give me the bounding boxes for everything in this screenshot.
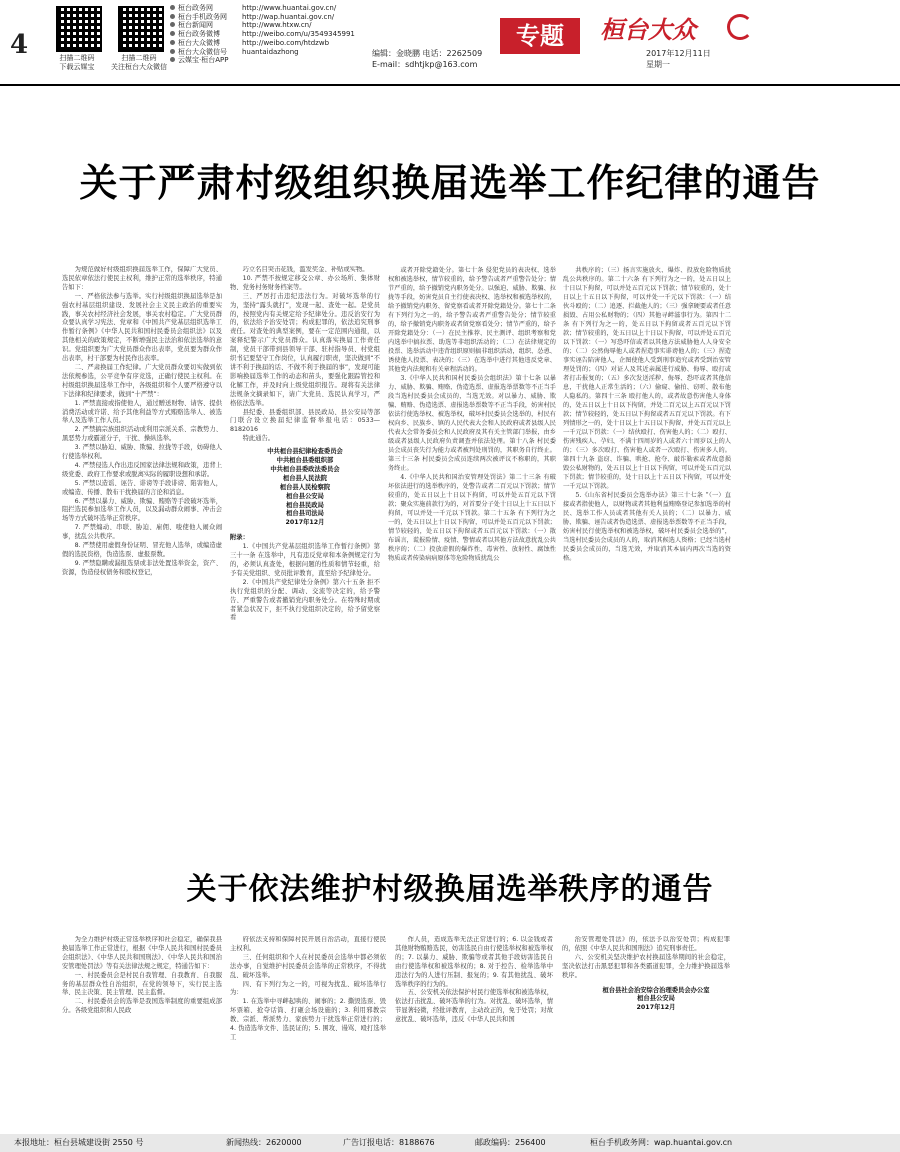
bullet-icon	[170, 5, 175, 10]
site-name: 桓台大众微信号	[178, 47, 227, 56]
footer-ad-hotline: 广告订报电话：8188676	[343, 1138, 435, 1147]
paragraph: 3.《中华人民共和国村民委员会组织法》第十七条 以暴力、威胁、欺骗、贿赂、伪造选票、虚报选举票数等不正当手段当选村民委员会成员的，当选无效。对以暴力、威胁、欺骗、贿赂、伪造选票、虚报选举票数等不正当手段，妨害村民依法行使选举权、被选举权，破坏村民委员会选举的，村民有权向乡、民族乡、镇的人民代表大会和人民政府或者县级人民代表大会常务委员会和人民政府及其有关主管部门举报，由乡级或者县级人民政府负责调查并依法处理。第十八条 村民委员会成员丧失行为能力或者被判处刑罚的，其职务自行终止。第三十三条 村民委员会成员连续两次被评议不称职的，其职务终止。	[388, 375, 556, 472]
paragraph: 1. 在选举中寻衅起哄的、闹事的；2. 撕毁选票、毁坏票箱、抢夺话筒、打砸会场设施的；3. 利用邪教宗教、宗派、帮派势力、家族势力干扰选举正常进行的；4. 伪造选举文件、选民证的；5. 围攻、谩骂、殴打选举工	[230, 998, 386, 1041]
paragraph: 6. 严禁以暴力、威胁、欺骗、贿赂等手段破坏选举，阻拦选民参加选举工作人员，以及漏动群众闹事、冲击会场等方式破坏选举正常秩序。	[62, 497, 222, 523]
site-name: 云媒宝·桓台APP	[178, 56, 229, 65]
site-name: 桓台新闻网	[178, 21, 213, 30]
paragraph: 3. 严禁以胁迫、威胁、欺骗、拉拢等手段，妨碍他人行使选举权利。	[62, 444, 222, 461]
editor-info	[372, 48, 482, 70]
bullet-icon	[170, 40, 175, 45]
paragraph: 桓台县公安局	[286, 492, 324, 500]
bullet-icon	[170, 31, 175, 36]
paragraph: 桓台县人民法院	[282, 474, 328, 482]
paragraph: 2.《中国共产党纪律处分条例》第六十五条 拒不执行党组织的分配、调动、交流等决定的，给予警告、严重警告或者撤销党内职务处分。在特殊时期或者紧急状况下，拒不执行党组织决定的，给予留党察看	[230, 578, 380, 622]
article1-col4	[563, 266, 731, 710]
site-item[interactable]	[170, 21, 355, 30]
site-url[interactable]: huantaidazhong	[242, 47, 299, 56]
site-item[interactable]	[170, 39, 355, 48]
brand-logo-icon	[727, 14, 753, 40]
paragraph: 三、任何组织和个人在村民委员会选举中都必须依法办事，自觉维护村民委员会选举的正常秩序，不得扰乱、破坏选举。	[230, 953, 386, 979]
article2-col4	[562, 936, 730, 1096]
bullet-icon	[170, 49, 175, 54]
article2-col1	[62, 936, 222, 1096]
paragraph: 共秩序的；（三）扬言实施放火、爆炸、投放危险物质扰乱公共秩序的。第二十六条 有下列行为之一的，处五日以上十日以下拘留，可以并处五百元以下罚款；情节较重的，处十日以上十五日以下拘留，可以并处一千元以下罚款：（一）结伙斗殴的；（二）追逐、拦截他人的；（三）强拿硬要或者任意损毁、占用公私财物的；（四）其他寻衅滋事行为。第四十二条 有下列行为之一的，处五日以下拘留或者五百元以下罚款；情节较重的，处五日以上十日以下拘留，可以并处五百元以下罚款：（一）写恐吓信或者以其他方法威胁他人人身安全的；（二）公然侮辱他人或者捏造事实诽谤他人的；（三）捏造事实诬告陷害他人，企图使他人受到刑事追究或者受到治安管理处罚的；（四）对证人及其近亲属进行威胁、侮辱、殴打或者打击报复的；（五）多次发送淫秽、侮辱、恐吓或者其他信息，干扰他人正常生活的；（六）偷窥、偷拍、窃听、散布他人隐私的。第四十三条 殴打他人的，或者故意伤害他人身体的，处五日以上十日以下拘留，并处二百元以上五百元以下罚款；情节较轻的，处五日以下拘留或者五百元以下罚款。有下列情形之一的，处十日以上十五日以下拘留，并处五百元以上一千元以下罚款：（一）结伙殴打、伤害他人的；（二）殴打、伤害残疾人、孕妇、不满十四周岁的人或者六十周岁以上的人的；（三）多次殴打、伤害他人或者一次殴打、伤害多人的。第四十九条 盗窃、诈骗、哄抢、抢夺、敲诈勒索或者故意损毁公私财物的，处五日以上十日以下拘留，可以并处五百元以下罚款；情节较重的，处十日以上十五日以下拘留，可以并处一千元以下罚款。	[563, 267, 731, 490]
site-name: 桓台大众微博	[178, 38, 220, 47]
article1-col2	[230, 266, 380, 710]
page-number: 4	[10, 30, 29, 60]
paragraph: 中共桓台县委组织部	[276, 457, 334, 465]
paragraph: 2017年12月	[285, 519, 325, 527]
paragraph: 二、严肃换届工作纪律。广大党员群众要切实做到依法依规参选，公平竞争有序竞选，正确行使民主权利。在村级组织换届选举工作中，各级组织和个人要严格遵守以下法律和纪律要求，做到“十严禁”：	[62, 363, 222, 398]
masthead-rule	[0, 84, 900, 86]
weekday-text: 星期一	[646, 60, 670, 69]
paragraph: 桓台县公安局	[637, 995, 675, 1003]
paragraph: 2. 严禁搞宗族组织活动或利用宗派关系、宗教势力、黑恶势力或霸道分子，干扰、操纵选举。	[62, 426, 222, 443]
paragraph: 一、村民委员会是村民自我管理、自我教育、自我服务的基层群众性自治组织，在党的领导下，实行民主选举、民主决策、民主管理、民主监督。	[62, 971, 222, 997]
paragraph: 桓台县民政局	[286, 501, 324, 509]
site-item[interactable]	[170, 4, 355, 13]
paragraph: 4. 严禁侵选人作出违反国家法律法规和政策，违背上级党委、政府工作要求或脱离实际的履职设想和承诺。	[62, 461, 222, 478]
site-list	[170, 4, 355, 65]
site-name: 桓台政务微博	[178, 30, 220, 39]
article2-col2	[230, 936, 386, 1096]
bullet-icon	[170, 22, 175, 27]
paragraph: 六、公安机关坚决维护农村换届选举期间的社会稳定，坚决依法打击黑恶犯罪和各类霸道犯罪，全力维护换届选举秩序。	[562, 953, 730, 979]
footer-address: 本报地址：桓台县城建设街 2550 号	[14, 1138, 144, 1147]
site-name: 桓台手机政务网	[178, 12, 227, 21]
footer-news-hotline: 新闻热线：2620000	[226, 1138, 302, 1147]
paragraph: 7. 严禁煽动、串联、胁迫、雇佣、唆使他人闹众闹事，扰乱公共秩序。	[62, 524, 222, 541]
site-url[interactable]: http://wap.huantai.gov.cn/	[242, 12, 335, 21]
bullet-icon	[170, 57, 175, 62]
paragraph: 桓台县司法局	[286, 510, 324, 518]
qr-code-wechat[interactable]	[118, 6, 164, 52]
paragraph: 作人员，造成选举无法正常进行的；6. 以金钱或者其他财物贿赂选民，妨害选民自由行使选举权和被选举权的；7. 以暴力、威胁、欺骗等或者其他手段妨害选民自由行使选举权和被选举权的；8. 对于控告、检举选举中违法行为的人进行压制、报复的；9. 有其他扰乱、破坏选举秩序的行为的。	[395, 936, 553, 988]
footer-wap[interactable]: 桓台手机政务网：wap.huantai.gov.cn	[590, 1138, 733, 1147]
editor-line: 编辑：金晓鹏 电话：2262509	[372, 49, 483, 58]
qr-caption-2: 扫描二维码 关注桓台大众微信	[111, 54, 167, 71]
section-label: 专题	[500, 18, 580, 54]
article2-col3	[395, 936, 553, 1096]
article1-headline: 关于严肃村级组织换届选举工作纪律的通告	[79, 160, 821, 205]
footer-postal: 邮政编码：256400	[475, 1138, 546, 1147]
footer-bar	[0, 1134, 900, 1152]
paragraph: 8. 严禁使用虚假身份证明、冒充他人选举，或编造虚假的选民资格，伪造选票、虚报票数。	[62, 542, 222, 558]
paragraph: 为全力维护村级正常选举秩序和社会稳定，确保我县换届选举工作正常进行，根据《中华人民共和国村民委员会组织法》、《中华人民共和国刑法》、《中华人民共和国治安管理处罚法》等有关法律法规之规定，特通告如下：	[62, 936, 222, 970]
paragraph: 1.《中国共产党基层组织选举工作暂行条例》第三十一条 在选举中，凡有违反党章和本条例规定行为的，必须认真查处，根据问题的性质和情节轻重，给予有关党组织、党员批评教育，直至给予纪律处分。	[230, 543, 380, 577]
article1-col1	[62, 266, 222, 710]
site-url[interactable]: http://weibo.com/htdzwb	[242, 38, 330, 47]
email-line: E-mail：sdhtjkp@163.com	[372, 60, 478, 69]
bullet-icon	[170, 14, 175, 19]
paragraph: 5. 严禁以造谣、诬告、诽谤等手段诽谤、陷害他人，或编造、传播、散布干扰换届的言论和消息。	[62, 479, 222, 496]
article2-headline: 关于依法维护村级换届选举秩序的通告	[186, 872, 714, 907]
paragraph: 府依法支持和保障村民开展自治活动，直接行使民主权利。	[230, 936, 386, 952]
paragraph: 2017年12月	[636, 1004, 676, 1012]
issue-date	[646, 48, 711, 70]
paragraph: 10. 严禁不按规定移交公章、办公场所、集体财物、党务村务财务档案等。	[230, 274, 380, 291]
paragraph: 中共桓台县纪律检查委员会	[267, 448, 343, 456]
qr-caption-1: 扫描二维码 下载云媒宝	[59, 54, 95, 71]
paragraph: 1. 严禁直接或指使他人，通过赠送财物、请客、提供消费活动或许诺、给予其他利益等方式贿赂选举人、被选举人及选举工作人员。	[62, 399, 222, 425]
site-url[interactable]: http://www.huantai.gov.cn/	[242, 4, 337, 12]
paragraph: 4.《中华人民共和国治安管理处罚法》第二十三条 有破坏依法进行的选举秩序的，处警告或者二百元以下罚款；情节较重的，处五日以上十日以下拘留，可以并处五百元以下罚款；聚众实施前款行为的，对首要分子处十日以上十五日以下拘留，可以并处一千元以下罚款。第二十五条 有下列行为之一的，处五日以上十日以下拘留，可以并处五百元以下罚款；情节较轻的，处五日以下拘留或者五百元以下罚款：（一）散布谣言，谎报险情、疫情、警情或者以其他方法故意扰乱公共秩序的；（二）投放虚假的爆炸性、毒害性、放射性、腐蚀性物质或者传染病病原体等危险物质扰乱公	[388, 474, 556, 562]
paragraph: 县纪委、县委组织部、县民政局、县公安局等部门联合设立换届纪律监督举报电话：0533—8182016	[230, 408, 380, 434]
site-name: 桓台政务网	[178, 4, 213, 12]
site-url[interactable]: http://www.htxw.cn/	[242, 21, 312, 30]
newspaper-brand: 桓台大众	[600, 15, 696, 44]
paragraph: 桓台县社会治安综合治理委员会办公室	[602, 986, 710, 994]
paragraph: 特此通告。	[242, 435, 275, 443]
attachment-label: 附录：	[230, 534, 249, 542]
date-text: 2017年12月11日	[646, 49, 711, 58]
site-item[interactable]	[170, 30, 355, 39]
paragraph: 巧立名目突击花钱，滥发奖金、补贴或实物。	[242, 266, 369, 273]
paragraph: 二、村民委员会的选举是我国选举制度的重要组成部分。各级党组织和人民政	[62, 998, 222, 1015]
article1-col3	[388, 266, 556, 710]
paragraph: 为规范做好村级组织换届选举工作，保障广大党员、选民依章依法行使民主权利，维护正常的选举秩序，特通告如下：	[62, 266, 222, 291]
paragraph: 9. 严禁隐瞒或漏报选票或非法处置选举资金，资产、资源，伪造侵权债务和股权登记，	[62, 559, 222, 576]
site-item[interactable]	[170, 56, 355, 65]
paragraph: 四、有下列行为之一的，可视为扰乱、破坏选举行为：	[230, 980, 386, 997]
paragraph: 三、严厉打击违纪违法行为。对破坏选举的行为，坚持“露头就打”，发现一起、查处一起。是党员的，按照党内有关规定给予纪律处分。违反治安行为的，依法给予治安处罚；构成犯罪的，依法追究刑事责任。对查处的典型案例，要在一定范围内通报，以案释纪警示广大党员群众。认真落实换届工作责任制，党员干部带到县领导干部、驻村指导员、村党组织书记要坚守工作岗位，认真履行职责，坚决做到“不讲不利于换届的话、不做不利于换届的事”，发现可能影响换届选举工作的动态和苗头，要强化跟踪管控和化解工作，并及时向上级党组织报告。现将有关法律法规条文摘录如下，请广大党员、选民认真学习，严格依法选举。	[230, 292, 380, 407]
paragraph: 治安管理处罚法》的，依法予以治安处罚；构成犯罪的，依照《中华人民共和国刑法》追究刑事责任。	[562, 936, 730, 952]
paragraph: 或者开除党籍处分。第七十条 侵犯党员的表决权、选举权和被选举权，情节较重的，给予警告或者严重警告处分；情节严重的，给予撤销党内职务处分。以强迫、威胁、欺骗、拉拢等手段，妨害党员自主行使表决权、选举权和被选举权的，给予撤销党内职务、留党察看或者开除党籍处分。第七十二条 有下列行为之一的，给予警告或者严重警告处分；情节较重的，给予撤销党内职务或者留党察看处分；情节严重的，给予开除党籍处分：（一）在民主推荐、民主测评、组织考察和党内选举中搞拉票、助选等非组织活动的；（二）在法律规定的投票、选举活动中违背组织原则搞非组织活动，组织、怂恿、诱使他人投票、表决的；（三）在选举中进行其他违反党章、其他党内法规和有关章程活动的。	[388, 267, 556, 373]
paragraph: 桓台县人民检察院	[279, 483, 331, 491]
site-url[interactable]: http://weibo.com/u/3549345991	[242, 30, 355, 39]
site-item[interactable]	[170, 48, 355, 57]
paragraph: 中共桓台县委政法委员会	[270, 465, 340, 473]
paragraph: 一、严格依法参与选举。实行村级组织换届选举是加强农村基层组织建设、发展社会主义民主政治的重要实践，事关农村经济社会发展，事关农村稳定。广大党员群众要认真学习宪法、党章和《中国共产党基层组织选举工作暂行条例》《中华人民共和国村民委员会组织法》以及其他相关的政策规定，不断增强民主法治和依法选举的意识。党组织要为广大党员群众作出表率，党员要为群众作出表率，村干部要为村民作出表率。	[62, 292, 222, 363]
paragraph: 5.《山东省村民委员会选举办法》第三十七条 “（一）直接或者指使他人，以财物或者其他利益贿赂登记参加选举的村民、选举工作人员或者其他有关人员的；（二）以暴力、威胁、欺骗、诬告或者伪造选票、虚报选举票数等不正当手段，妨害村民行使选举权和被选举权，破坏村民委员会选举的”，当选村民委员会成员的人的，取消其候选人资格；已经当选村民委员会成员的，当选无效，并取消其本届内再次当选的资格。	[563, 492, 731, 562]
qr-code-yunmeibao[interactable]	[56, 6, 102, 52]
paragraph: 五、公安机关依法保护村民行使选举权和被选举权，依法打击扰乱、破坏选举的行为。对扰乱、破坏选举，情节显著轻微，经批评教育，主动改正的，免于处罚；对故意扰乱、破坏选举，违反《中华人民共和国	[395, 989, 553, 1024]
